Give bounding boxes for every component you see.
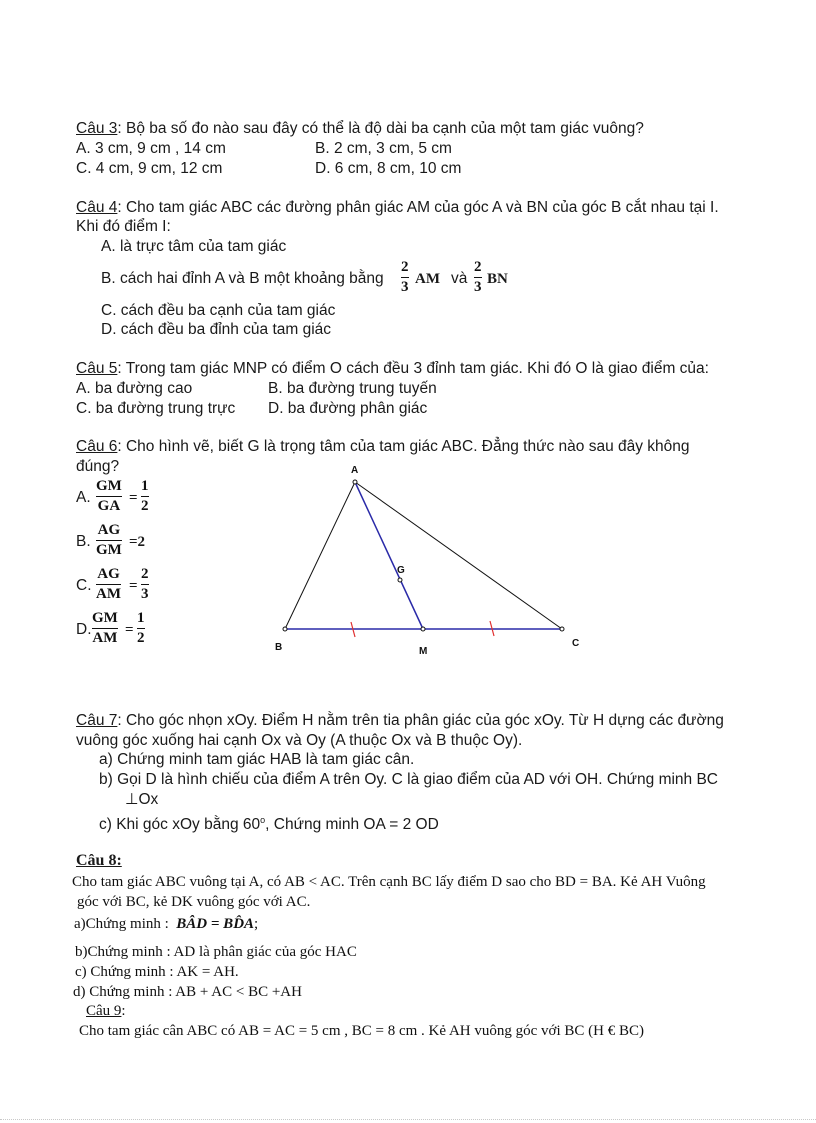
label-m: M [419,646,428,657]
q8-a-pre: a)Chứng minh : [74,916,169,932]
q4-option-c: C. cách đều ba cạnh của tam giác [101,302,336,319]
q3-question [76,119,644,139]
q6-option-c-lhs [96,566,121,603]
q4-label: Câu 4 [76,199,118,216]
point-c [560,627,564,631]
q4-question [76,198,719,218]
q4-frac1-num: 2 [401,259,409,275]
label-c: C [572,638,580,649]
q3-stem: : Bộ ba số đo nào sau đây có thể là độ dài ba cạnh của một tam giác vuông? [117,120,644,137]
q6-d-num: GM [92,610,118,626]
q4-seg-am: AM [415,271,440,287]
q5-label: Câu 5 [76,360,118,377]
q6-stem: : Cho hình vẽ, biết G là trọng tâm của tam giác ABC. Đẳng thức nào sau đây không [117,438,690,455]
point-g [398,578,402,582]
median-am [355,482,423,629]
q5-option-b: B. ba đường trung tuyến [268,380,437,397]
q3-option-d: D. 6 cm, 8 cm, 10 cm [315,160,462,177]
q6-option-d-eq: = [125,622,134,638]
q5-option-d: D. ba đường phân giác [268,400,428,417]
q6-option-a-eq: = [129,490,138,506]
page-bottom-edge [0,1119,816,1120]
q8-stem: Cho tam giác ABC vuông tại A, có AB < AC. Trên cạnh BC lấy điểm D sao cho BD = BA. Kẻ AH Vuông [72,874,706,890]
q6-option-a-letter: A. [76,489,91,506]
q6-c-num: AG [97,566,120,582]
q6-option-d-lhs [92,610,118,647]
q6-c-rden: 3 [141,586,149,602]
q7-part-a: a) Chứng minh tam giác HAB là tam giác cân. [99,751,415,768]
q8-a-math: BÂD = BD̂A [176,916,255,932]
q6-option-d-rhs [137,610,145,647]
q4-option-a: A. là trực tâm của tam giác [101,238,287,255]
q8-a-post: ; [254,916,259,932]
q8-part-d: d) Chứng minh : AB + AC < BC +AH [73,984,302,1000]
label-g: G [397,565,405,576]
q6-option-b-eq: =2 [129,534,146,550]
q3-option-c: C. 4 cm, 9 cm, 12 cm [76,160,223,177]
q5-option-a: A. ba đường cao [76,380,193,397]
q7-part-b-cont: ⊥Ox [125,791,159,808]
q8-stem-cont: góc với BC, kẻ DK vuông góc với AC. [77,894,311,910]
point-m [421,627,425,631]
q6-a-den: GA [97,498,121,514]
triangle-figure [260,460,590,660]
q8-label: Câu 8: [76,852,122,869]
q6-option-c-letter: C. [76,577,92,594]
point-a [353,480,357,484]
q7-stem: : Cho góc nhọn xOy. Điểm H nằm trên tia phân giác của góc xOy. Từ H dựng các đường [117,712,724,729]
q4-frac1-den: 3 [401,279,409,295]
q9-label-text: Câu 9 [86,1003,122,1019]
q3-option-a: A. 3 cm, 9 cm , 14 cm [76,140,226,157]
q6-d-rden: 2 [137,630,145,646]
side-ac [355,482,562,629]
q7-label: Câu 7 [76,712,118,729]
q6-option-c-rhs [141,566,149,603]
q9-label [86,1001,126,1021]
q4-seg-bn: BN [487,271,508,287]
q9-stem: Cho tam giác cân ABC có AB = AC = 5 cm , BC = 8 cm . Kẻ AH vuông góc với BC (H € BC) [79,1023,644,1039]
q6-option-b-letter: B. [76,533,91,550]
q7-stem-cont: vuông góc xuống hai cạnh Ox và Oy (A thuộc Ox và B thuộc Oy). [76,732,523,749]
q6-option-c-eq: = [129,578,138,594]
q4-option-b: B. cách hai đỉnh A và B một khoảng bằng [101,270,384,287]
q7-question [76,711,724,731]
q6-c-den: AM [96,586,121,602]
q8-part-b: b)Chứng minh : AD là phân giác của góc HAC [75,944,357,960]
q7-c-pre: c) Khi góc xOy bằng 60 [99,816,261,834]
q8-part-c: c) Chứng minh : AK = AH. [75,964,239,980]
q6-option-d-letter: D. [76,621,92,638]
q6-b-num: AG [97,522,121,538]
q6-a-rnum: 1 [141,478,149,494]
q6-option-a-rhs [141,478,149,515]
q8-part-a [74,914,258,934]
q3-label: Câu 3 [76,120,118,137]
q6-c-rnum: 2 [141,566,149,582]
q4-frac2-den: 3 [474,279,482,295]
label-b: B [275,642,283,653]
q9-label-tail: : [121,1003,126,1019]
q7-part-c [99,810,439,835]
q6-option-a-lhs [96,478,122,515]
q6-d-rnum: 1 [137,610,145,626]
q7-part-b: b) Gọi D là hình chiếu của điểm A trên Oy. C là giao điểm của AD với OH. Chứng minh BC [99,771,719,788]
q6-question [76,437,690,457]
q4-stem-cont: Khi đó điểm I: [76,218,171,235]
q3-option-b: B. 2 cm, 3 cm, 5 cm [315,140,452,157]
q5-stem: : Trong tam giác MNP có điểm O cách đều 3 đỉnh tam giác. Khi đó O là giao điểm của: [117,360,709,377]
label-a: A [351,465,359,476]
q4-and: và [451,270,468,287]
q4-stem: : Cho tam giác ABC các đường phân giác AM của góc A và BN của góc B cắt nhau tại I. [117,199,719,216]
q5-option-c: C. ba đường trung trực [76,400,236,417]
q6-label: Câu 6 [76,438,118,455]
q6-a-num: GM [96,478,122,494]
q4-fraction-1 [401,259,409,296]
q6-b-den: GM [96,542,122,558]
q4-frac2-num: 2 [474,259,482,275]
q7-c-sup: o [260,815,266,825]
q6-d-den: AM [92,630,118,646]
q6-option-b-lhs [96,522,122,559]
q4-fraction-2 [474,259,482,296]
side-ab [285,482,355,629]
point-b [283,627,287,631]
q7-c-post: , Chứng minh OA = 2 OD [265,816,439,834]
q6-a-rden: 2 [141,498,149,514]
q5-question [76,359,709,379]
q4-option-d: D. cách đều ba đỉnh của tam giác [101,321,332,338]
q6-stem-cont: đúng? [76,458,120,475]
